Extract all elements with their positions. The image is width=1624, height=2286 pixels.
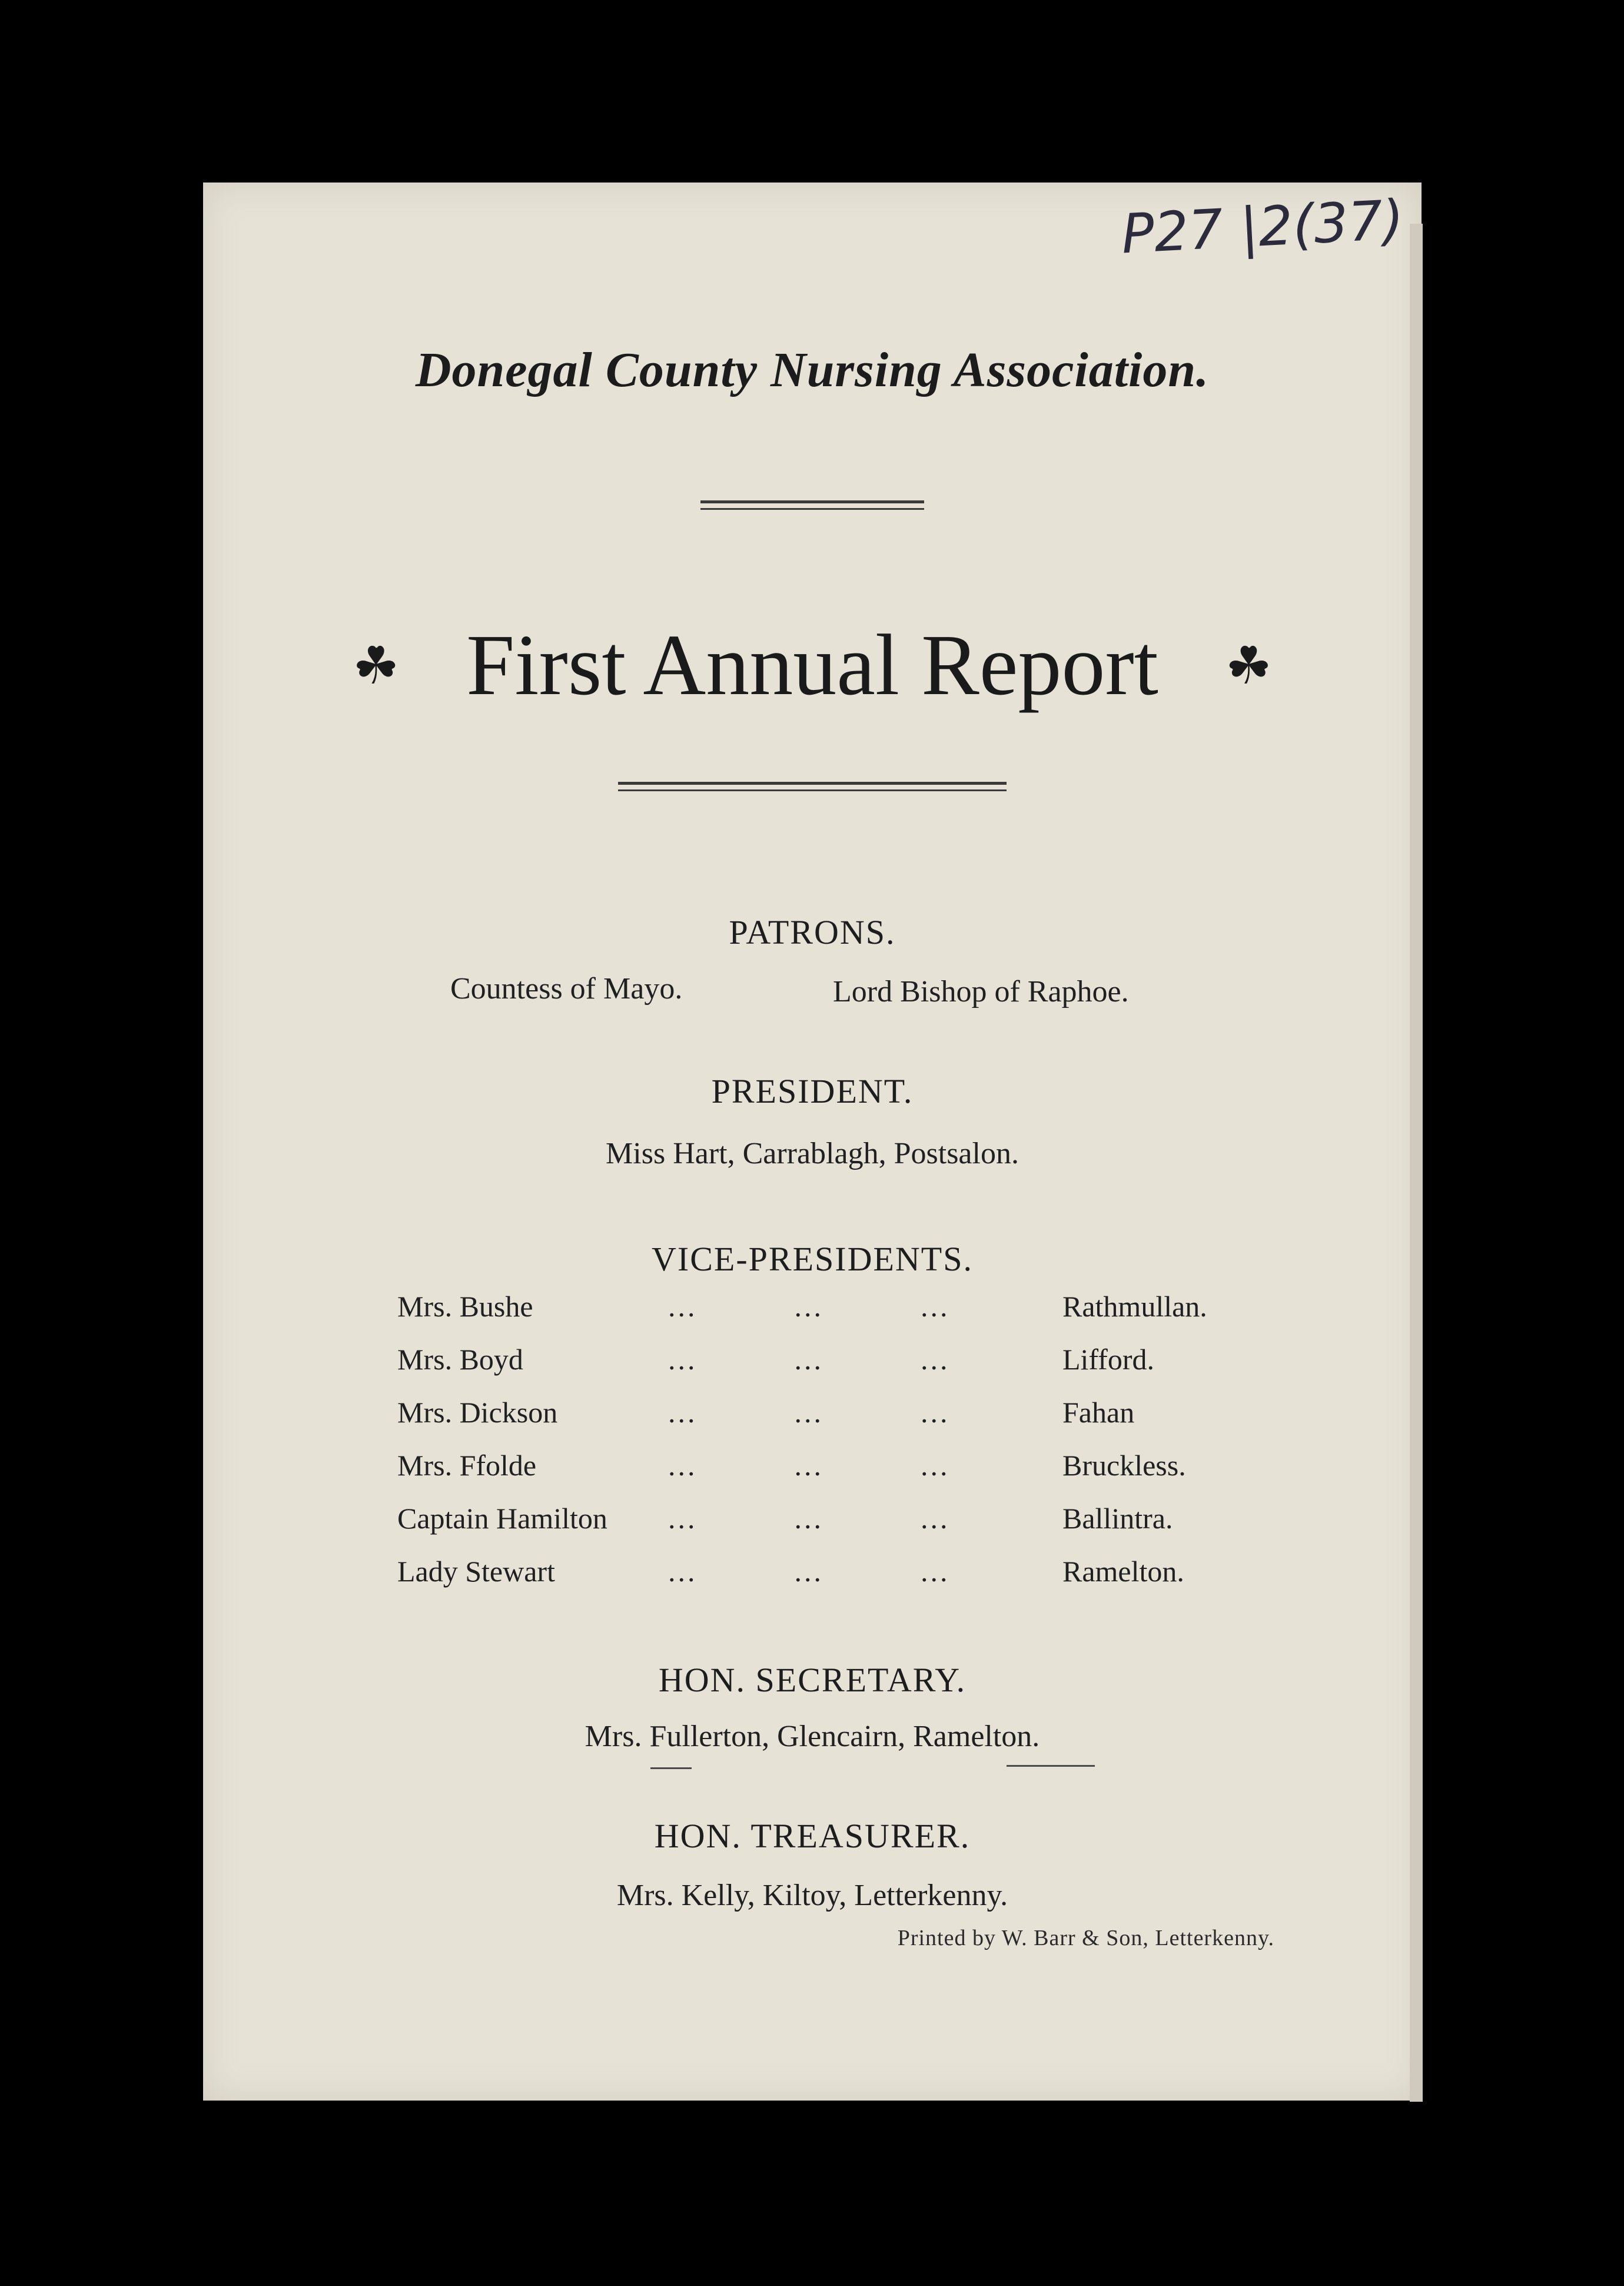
vp-place: Ballintra. <box>1062 1502 1173 1535</box>
treasurer-heading: HON. TREASURER. <box>654 1817 971 1855</box>
vp-leader-dots: ... ... ... <box>668 1343 950 1376</box>
divider-mark-left <box>650 1767 692 1769</box>
vp-place: Fahan <box>1062 1396 1135 1429</box>
secretary-heading: HON. SECRETARY. <box>658 1661 967 1699</box>
main-title: First Annual Report <box>466 617 1158 714</box>
main-title-row <box>203 615 1422 715</box>
vp-leader-dots: ... ... ... <box>668 1449 950 1482</box>
patron-right: Lord Bishop of Raphoe. <box>833 975 1129 1008</box>
shamrock-left-icon: ☘ <box>353 635 400 696</box>
vp-name: Mrs. Boyd <box>397 1343 523 1376</box>
document-page <box>203 183 1422 2101</box>
vp-leader-dots: ... ... ... <box>668 1290 950 1323</box>
association-title: Donegal County Nursing Association. <box>415 343 1210 397</box>
vp-place: Ramelton. <box>1062 1555 1184 1588</box>
vp-name: Captain Hamilton <box>397 1502 607 1535</box>
vp-place: Rathmullan. <box>1062 1290 1207 1323</box>
shamrock-right-icon: ☘ <box>1225 635 1272 696</box>
divider-rule-top <box>700 500 924 510</box>
page-fold-edge <box>1410 224 1423 2102</box>
patron-left: Countess of Mayo. <box>450 972 683 1006</box>
vp-leader-dots: ... ... ... <box>668 1555 950 1588</box>
treasurer-line: Mrs. Kelly, Kiltoy, Letterkenny. <box>616 1879 1008 1912</box>
vp-place: Bruckless. <box>1062 1449 1186 1482</box>
vp-place: Lifford. <box>1062 1343 1154 1376</box>
divider-rule-bottom <box>618 782 1007 791</box>
president-heading: PRESIDENT. <box>711 1072 914 1110</box>
vp-name: Mrs. Bushe <box>397 1290 533 1323</box>
vp-name: Lady Stewart <box>397 1555 555 1588</box>
vice-presidents-heading: VICE-PRESIDENTS. <box>652 1240 973 1278</box>
secretary-line: Mrs. Fullerton, Glencairn, Ramelton. <box>584 1720 1040 1753</box>
printer-imprint: Printed by W. Barr & Son, Letterkenny. <box>897 1926 1274 1950</box>
patrons-heading: PATRONS. <box>729 913 896 951</box>
archive-reference-note: P27 |2(37) <box>1120 188 1406 266</box>
divider-mark-right <box>1007 1765 1095 1767</box>
vp-name: Mrs. Ffolde <box>397 1449 537 1482</box>
vp-leader-dots: ... ... ... <box>668 1502 950 1535</box>
president-line: Miss Hart, Carrablagh, Postsalon. <box>606 1137 1019 1170</box>
vp-name: Mrs. Dickson <box>397 1396 558 1429</box>
vp-leader-dots: ... ... ... <box>668 1396 950 1429</box>
